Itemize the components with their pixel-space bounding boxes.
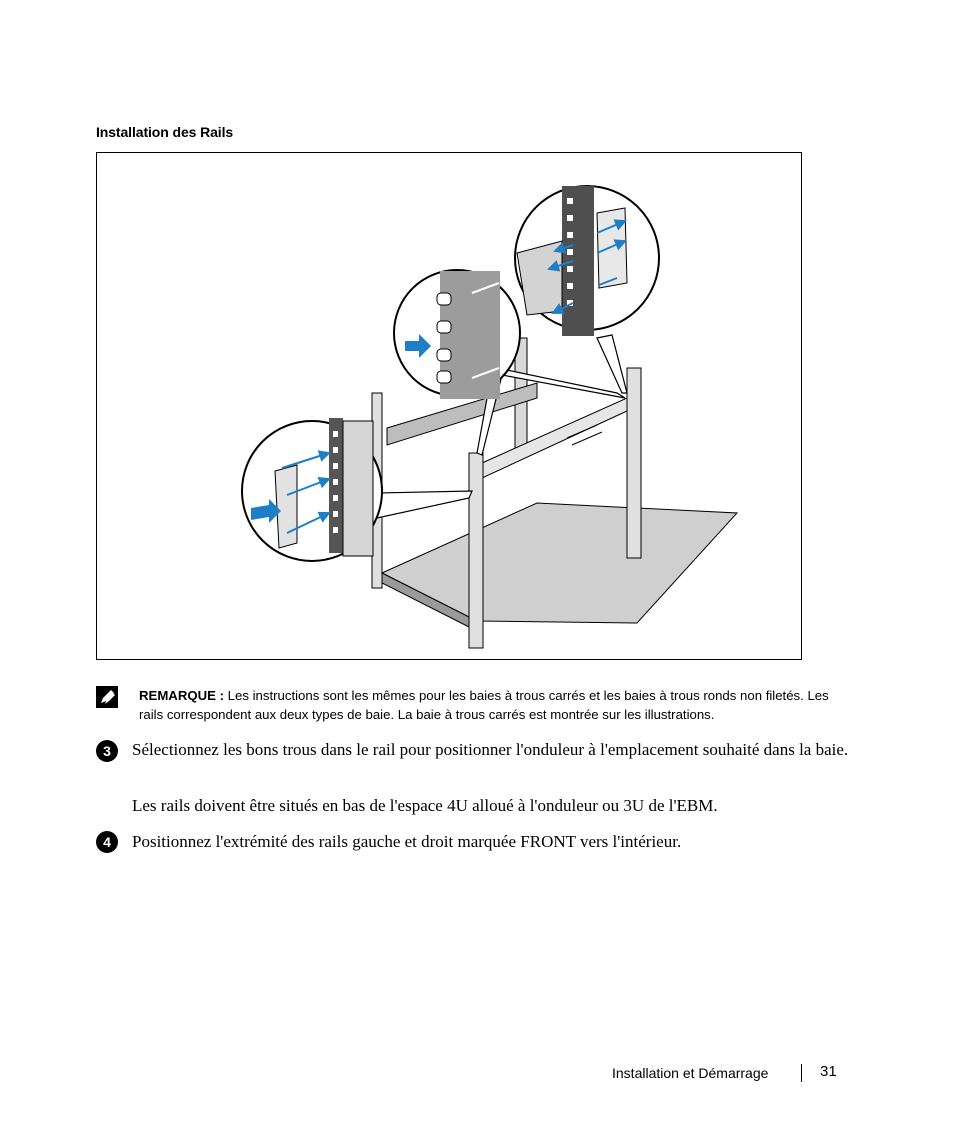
rack-base xyxy=(382,503,737,631)
step-badge-4: 4 xyxy=(96,831,118,853)
page-number: 31 xyxy=(820,1063,837,1080)
rack-rails-drawing xyxy=(97,153,803,661)
note-pencil-icon xyxy=(96,686,118,708)
step-4-text: Positionnez l'extrémité des rails gauche et droit marquée FRONT vers l'intérieur. xyxy=(132,832,682,851)
note xyxy=(139,686,851,724)
note-text: Les instructions sont les mêmes pour les baies à trous carrés et les baies à trous ronds non filetés. Les rails correspondent aux deux types de baie. La baie à trous carrés est montrée sur les illustrations. xyxy=(139,688,829,722)
figure-title: Installation des Rails xyxy=(96,124,234,140)
step-3-detail: Les rails doivent être situés en bas de l'espace 4U alloué à l'onduleur ou 3U de l'EBM. xyxy=(132,796,718,815)
footer-separator xyxy=(801,1064,802,1082)
right-detail-callout xyxy=(515,186,659,336)
rack-back-posts xyxy=(515,338,641,498)
footer-section-title: Installation et Démarrage xyxy=(612,1065,769,1081)
rack-rails xyxy=(387,383,627,478)
step-badge-3: 3 xyxy=(96,740,118,762)
note-label: REMARQUE : xyxy=(139,688,224,703)
rail-installation-illustration xyxy=(96,152,802,660)
left-detail-callout xyxy=(242,418,382,561)
step-3-text: Sélectionnez les bons trous dans le rail pour positionner l'onduleur à l'emplacement souhaité dans la baie. xyxy=(132,740,849,759)
